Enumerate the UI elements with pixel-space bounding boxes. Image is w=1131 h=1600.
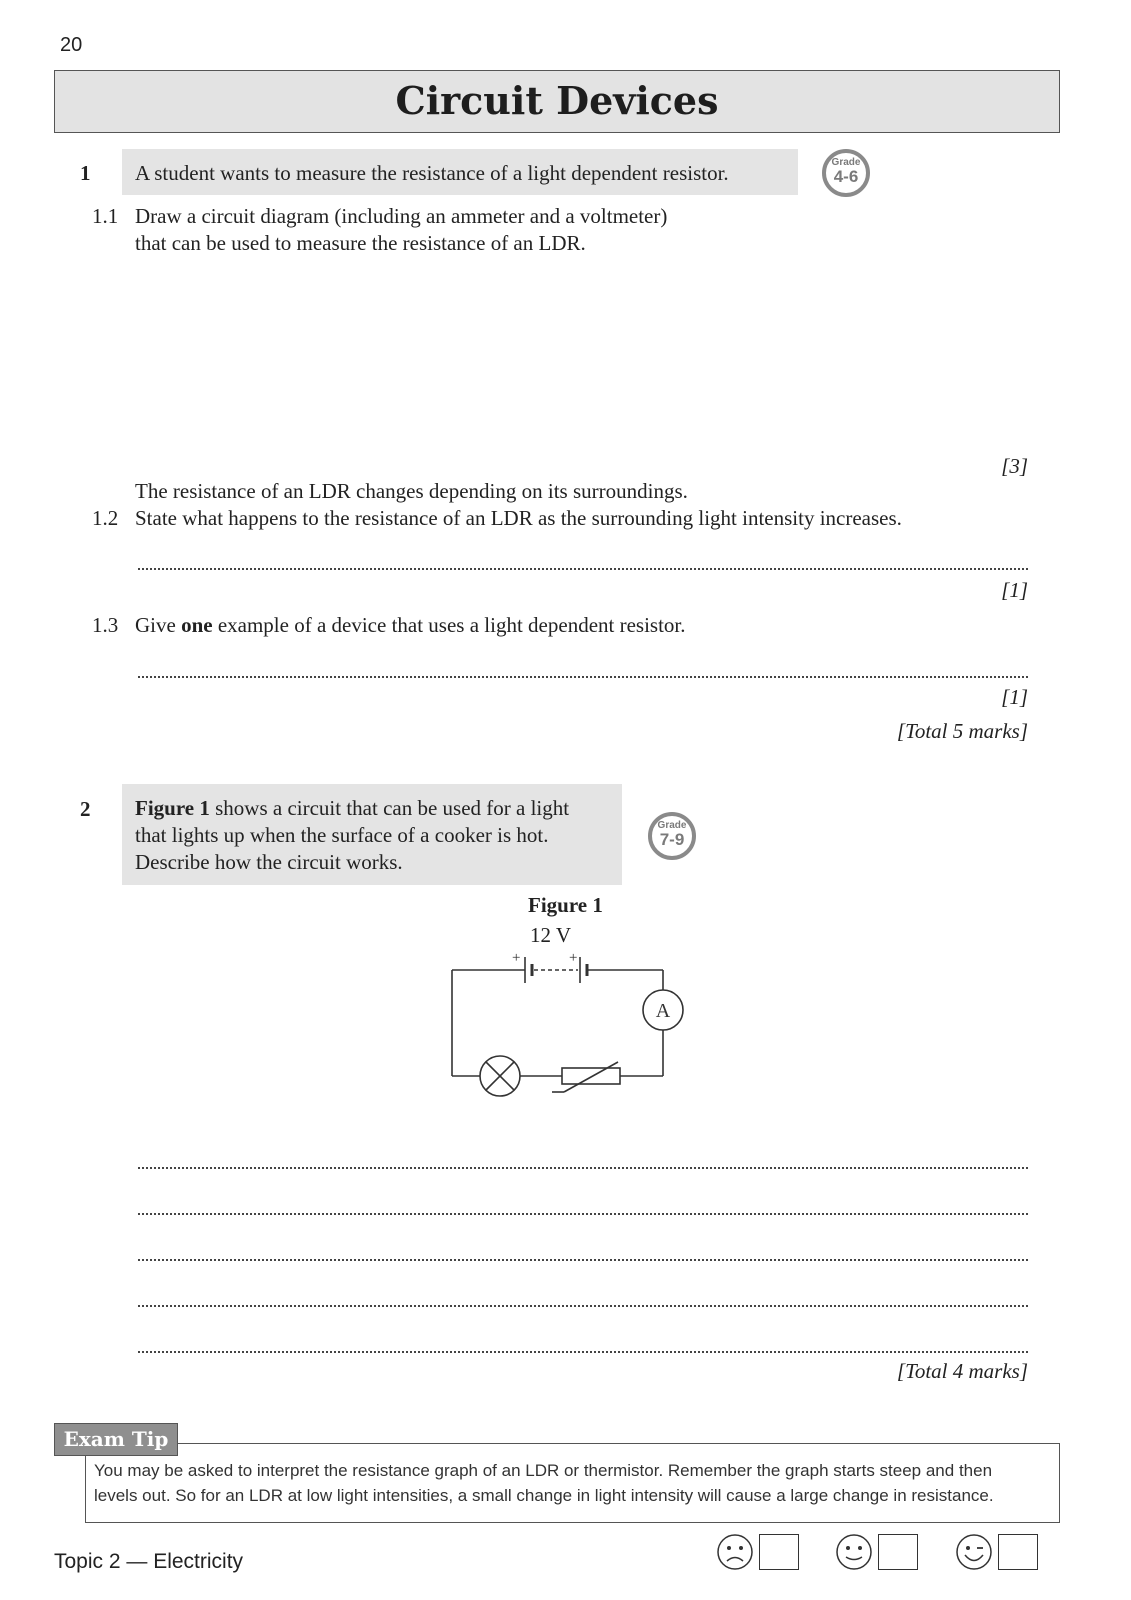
exam-tip-line1: You may be asked to interpret the resistance graph of an LDR or thermistor. Remember the graph starts steep and then [94,1461,993,1480]
q2-stem-line1 [135,795,569,822]
q1-part3-number: 1.3 [92,613,119,637]
q2-number: 2 [80,797,91,821]
neutral-checkbox[interactable] [878,1534,918,1570]
neutral-face-icon [835,1533,873,1571]
answer-line[interactable] [138,1259,1028,1261]
footer-topic: Topic 2 — Electricity [54,1550,244,1573]
title-bar [54,70,1060,133]
drawing-area[interactable] [135,262,1025,452]
answer-line[interactable] [138,1305,1028,1307]
battery-plus-left: + [512,950,521,966]
grade-label: Grade [831,157,861,168]
q1-part1-line1: Draw a circuit diagram (including an ammeter and a voltmeter) [135,204,668,228]
exam-tip-box [85,1443,1060,1523]
q1-stem: A student wants to measure the resistance of a light dependent resistor. [135,161,729,185]
circuit-diagram [430,940,710,1105]
exam-tip-line2: levels out. So for an LDR at low light intensities, a small change in light intensity will cause a large change in resistance. [94,1486,994,1505]
answer-line[interactable] [138,1167,1028,1169]
answer-line[interactable] [138,568,1028,570]
happy-checkbox[interactable] [998,1534,1038,1570]
q2-figure-ref: Figure 1 [135,796,210,820]
q2-stem-line2: that lights up when the surface of a cooker is hot. [135,823,549,847]
battery-plus-right: + [569,950,578,966]
answer-line[interactable] [138,1213,1028,1215]
q1-number: 1 [80,161,91,185]
sad-checkbox[interactable] [759,1534,799,1570]
q2-total-marks: [Total 4 marks] [896,1359,1028,1383]
happy-face-icon [955,1533,993,1571]
answer-line[interactable] [138,1351,1028,1353]
q1-part3-post: example of a device that uses a light dependent resistor. [212,613,686,637]
q2-stem-line3: Describe how the circuit works. [135,850,403,874]
q1-part3-marks: [1] [1001,685,1028,709]
q1-part3-text [135,612,686,639]
page-title: Circuit Devices [395,78,719,123]
q1-part2-text: State what happens to the resistance of an LDR as the surrounding light intensity increases. [135,506,902,530]
q1-total-marks: [Total 5 marks] [896,719,1028,743]
grade-range: 7-9 [659,830,685,849]
q1-grade-badge [822,149,870,197]
grade-label: Grade [657,820,687,831]
q1-part3-bold: one [181,613,213,637]
q1-context: The resistance of an LDR changes depending on its surroundings. [135,479,688,503]
q2-grade-badge [648,812,696,860]
exam-tip-label-box [54,1423,178,1456]
q1-part1-number: 1.1 [92,204,119,228]
q1-part1-line2: that can be used to measure the resistance of an LDR. [135,231,586,255]
answer-line[interactable] [138,676,1028,678]
q1-part2-number: 1.2 [92,506,119,530]
sad-face-icon [716,1533,754,1571]
q2-stem-text1: shows a circuit that can be used for a light [209,796,570,820]
page-number: 20 [60,34,83,56]
voltage-label: 12 V [530,923,572,947]
exam-tip-label: Exam Tip [63,1427,169,1451]
q1-part1-marks: [3] [1001,454,1028,478]
ammeter-label: A [655,1000,671,1022]
grade-range: 4-6 [833,167,859,186]
q1-part3-pre: Give [135,613,182,637]
figure-title: Figure 1 [528,893,603,917]
q1-part2-marks: [1] [1001,578,1028,602]
